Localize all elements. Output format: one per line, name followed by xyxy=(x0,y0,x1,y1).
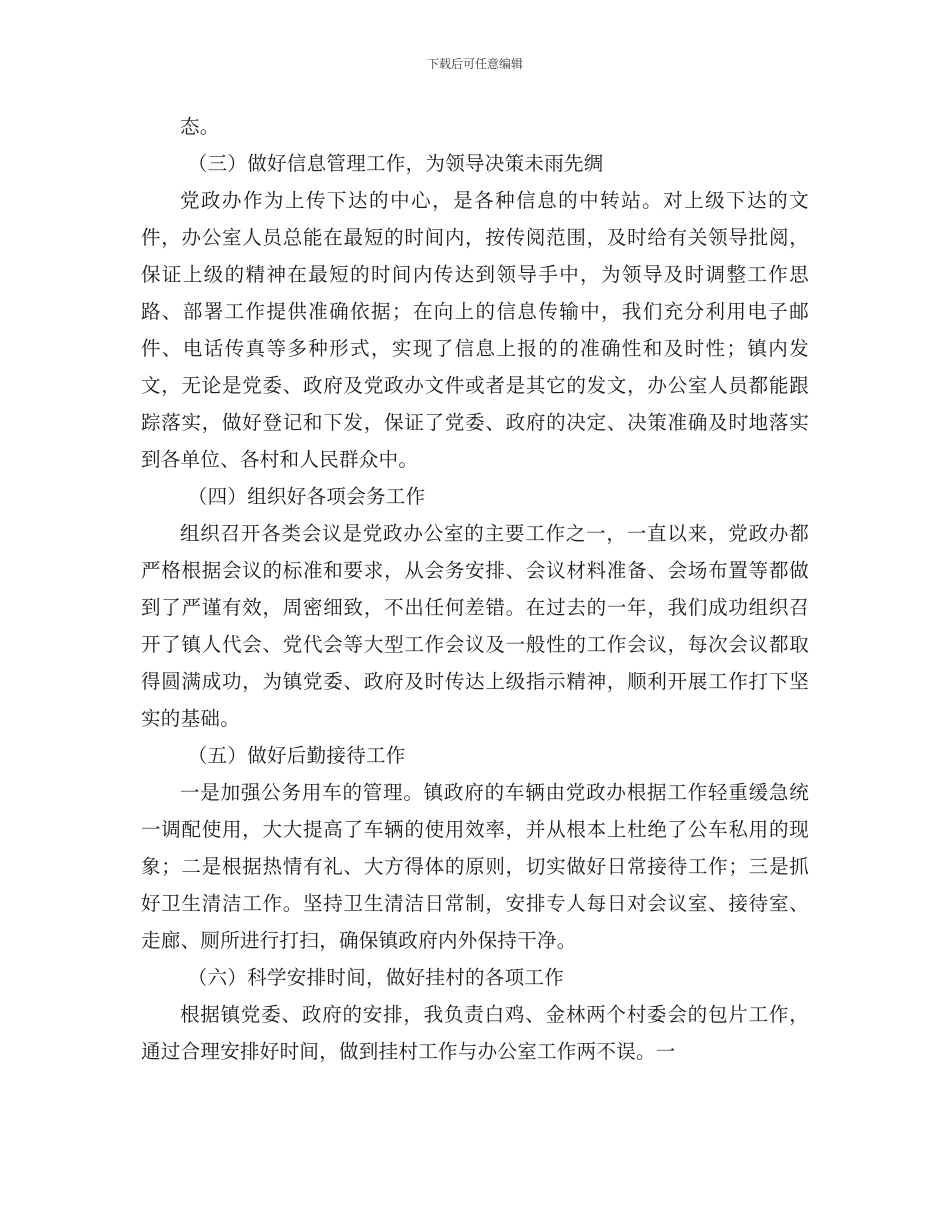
section-heading-6: （六）科学安排时间，做好挂村的各项工作 xyxy=(187,966,564,989)
section-heading-4: （四）组织好各项会务工作 xyxy=(187,485,426,508)
paragraph-logistics: 一是加强公务用车的管理。镇政府的车辆由党政办根据工作轻重缓急统一调配使用，大大提高了车辆的使用效率，并从根本上杜绝了公车私用的现象；二是根据热情有礼、大方得体的原则，切实做好日常接待工作；三是抓好卫生清洁工作。坚持卫生清洁日常制，安排专人每日对会议室、接待室、走廊、厕所进行打扫，确保镇政府内外保持干净。 xyxy=(141,781,809,952)
paragraph-village-work: 根据镇党委、政府的安排，我负责白鸡、金林两个村委会的包片工作，通过合理安排好时间，做到挂村工作与办公室工作两不误。一 xyxy=(141,1003,809,1063)
paragraph-meetings: 组织召开各类会议是党政办公室的主要工作之一，一直以来，党政办都严格根据会议的标准和要求，从会务安排、会议材料准备、会场布置等都做到了严谨有效，周密细致，不出任何差错。在过去的一年，我们成功组织召开了镇人代会、党代会等大型工作会议及一般性的工作会议，每次会议都取得圆满成功，为镇党委、政府及时传达上级指示精神，顺利开展工作打下坚实的基础。 xyxy=(141,522,809,730)
section-heading-3: （三）做好信息管理工作，为领导决策未雨先绸 xyxy=(187,152,604,175)
section-heading-5: （五）做好后勤接待工作 xyxy=(187,744,406,767)
paragraph-info-management: 党政办作为上传下达的中心，是各种信息的中转站。对上级下达的文件，办公室人员总能在最短的时间内，按传阅范围，及时给有关领导批阅，保证上级的精神在最短的时间内传达到领导手中，为领导及时调整工作思路、部署工作提供准确依据；在向上的信息传输中，我们充分利用电子邮件、电话传真等多种形式，实现了信息上报的的准确性和及时性；镇内发文，无论是党委、政府及党政办文件或者是其它的发文，办公室人员都能跟踪落实，做好登记和下发，保证了党委、政府的决定、决策准确及时地落实到各单位、各村和人民群众中。 xyxy=(141,189,809,471)
paragraph-continued: 态。 xyxy=(180,115,220,138)
page-header: 下载后可任意编辑 xyxy=(426,57,523,71)
document-body xyxy=(141,108,809,1070)
